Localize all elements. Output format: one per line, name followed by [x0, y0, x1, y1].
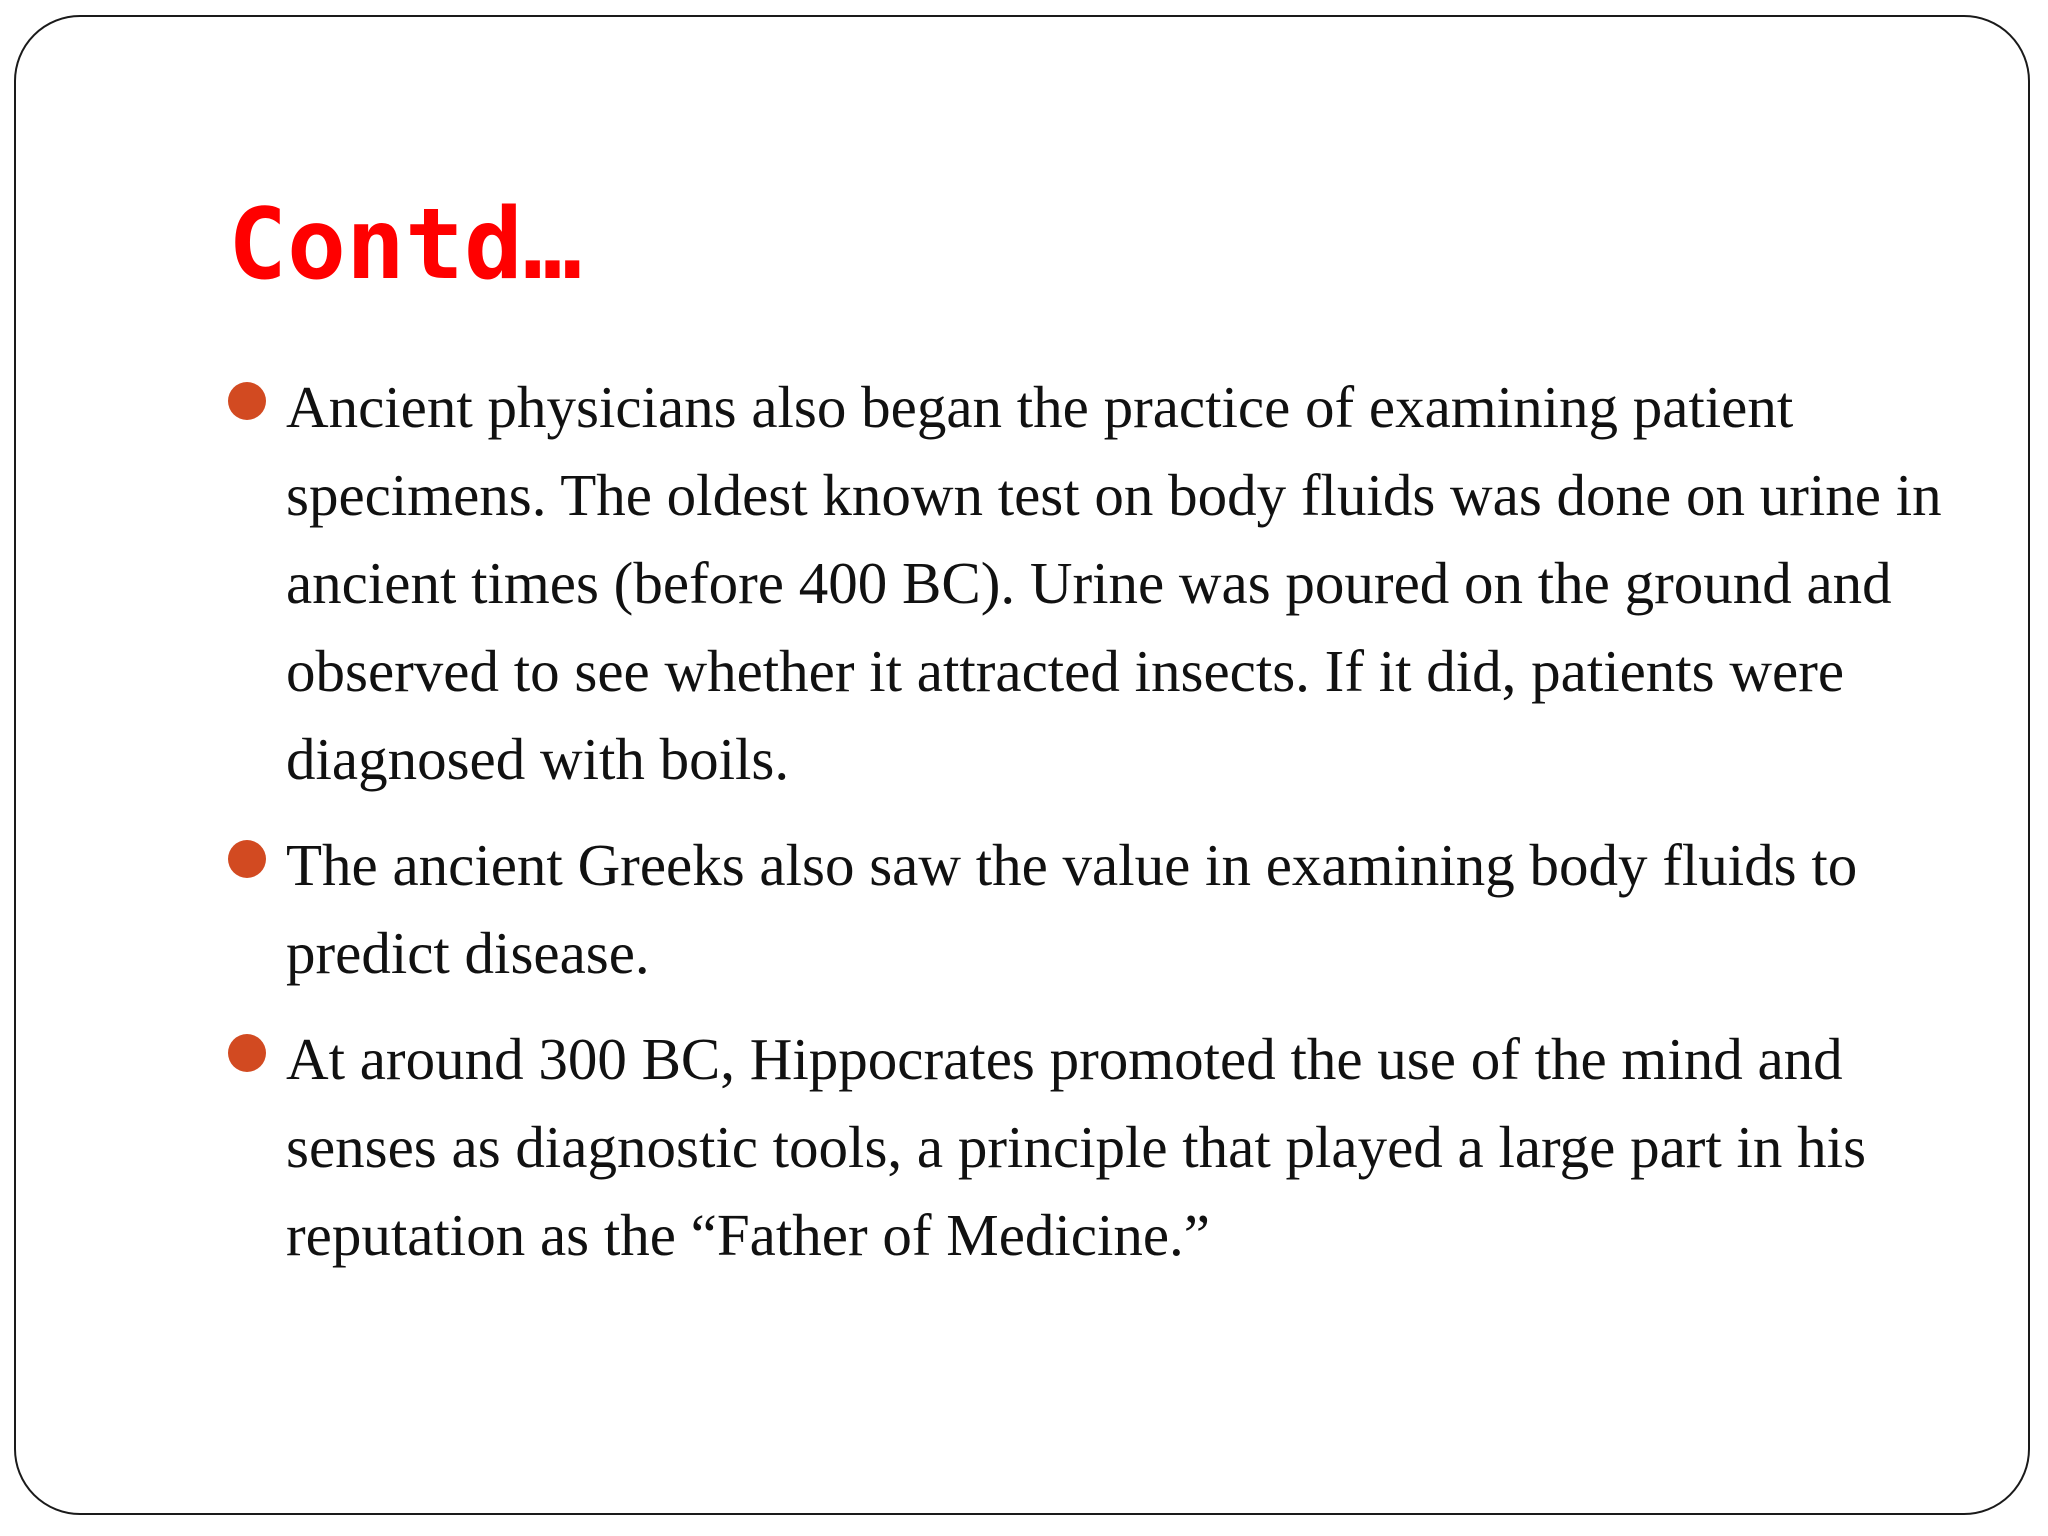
slide-title: Contd…: [228, 188, 583, 302]
bullet-dot-icon: [228, 382, 266, 420]
bullet-list: [228, 363, 1968, 1297]
bullet-item: [228, 821, 1968, 997]
bullet-text: At around 300 BC, Hippocrates promoted the use of the mind and senses as diagnostic tools, a principle that played a large part in his reputation as the “Father of Medicine.”: [286, 1026, 1867, 1268]
bullet-item: [228, 1015, 1968, 1279]
bullet-dot-icon: [228, 840, 266, 878]
slide: [14, 15, 2030, 1515]
bullet-text: The ancient Greeks also saw the value in examining body fluids to predict disease.: [286, 832, 1858, 986]
bullet-text: Ancient physicians also began the practice of examining patient specimens. The oldest known test on body fluids was done on urine in ancient times (before 400 BC). Urine was poured on the ground and observed to see whether it attracted insects. If it did, patients were diagnosed with boils.: [286, 374, 1942, 792]
bullet-dot-icon: [228, 1034, 266, 1072]
bullet-item: [228, 363, 1968, 803]
